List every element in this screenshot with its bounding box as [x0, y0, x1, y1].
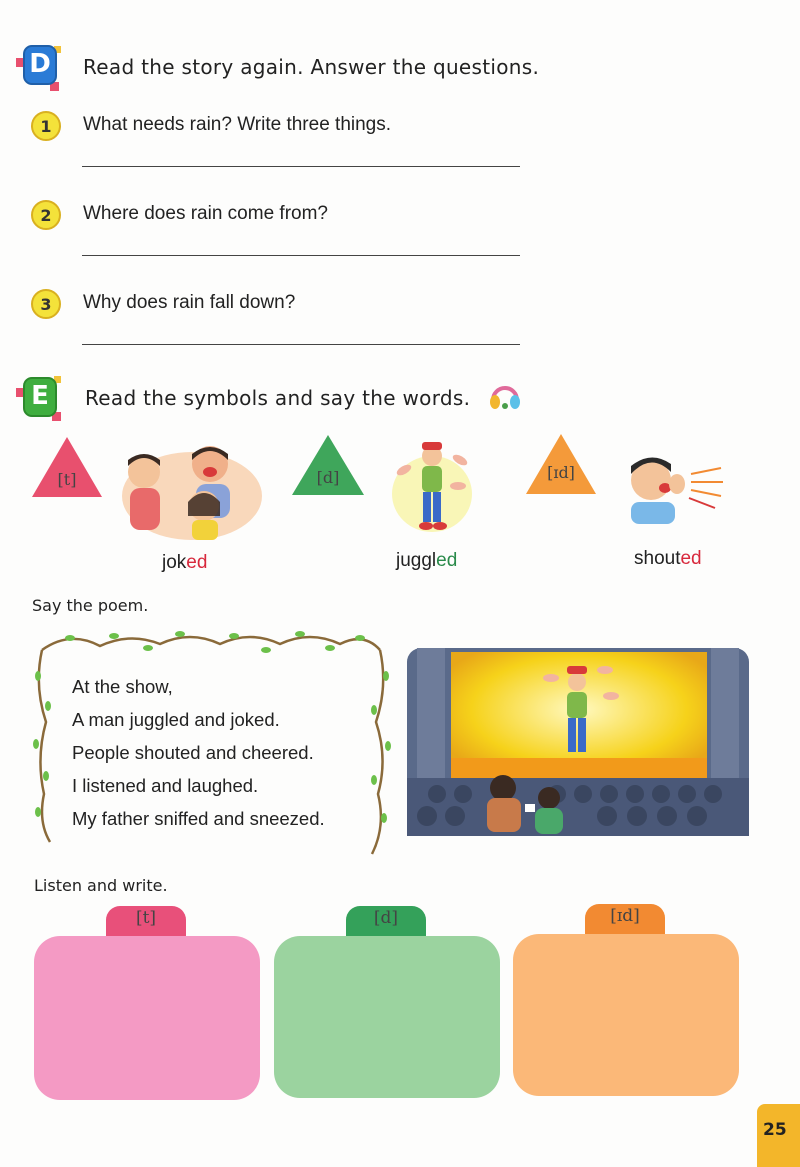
juggler-illustration: [390, 434, 474, 534]
symbol-d-triangle: [290, 433, 366, 497]
section-d-badge: [14, 40, 64, 94]
poem-heading: Say the poem.: [32, 596, 149, 615]
word-juggled-stem: juggl: [396, 550, 437, 571]
question-2-number: 2: [31, 200, 61, 230]
question-3-text: Why does rain fall down?: [83, 292, 296, 313]
word-joked: [162, 552, 207, 574]
question-2-answer-line[interactable]: [82, 255, 520, 256]
poem-line-2: A man juggled and joked.: [72, 709, 280, 730]
word-shouted-ending: ed: [680, 548, 702, 569]
question-2-text: Where does rain come from?: [83, 203, 328, 224]
box-t-tab: [t]: [106, 906, 186, 940]
box-id-tab: [ɪd]: [585, 904, 665, 938]
word-shouted-stem: shout: [634, 548, 681, 569]
section-e-letter: E: [31, 381, 49, 411]
symbol-d-label: [d]: [316, 468, 340, 487]
word-shouted: [634, 548, 702, 570]
poem-line-4: I listened and laughed.: [72, 775, 259, 796]
symbol-id-triangle: [524, 432, 598, 496]
word-juggled-ending: ed: [436, 550, 458, 571]
joking-kids-illustration: [112, 436, 262, 544]
symbol-t-triangle: [30, 435, 104, 499]
page-number-tab: [757, 1104, 800, 1167]
headphones-icon[interactable]: [487, 378, 523, 414]
section-e-title: Read the symbols and say the words.: [85, 386, 471, 410]
symbol-id-label: [ɪd]: [547, 463, 575, 482]
section-d-title: Read the story again. Answer the questions.: [83, 55, 540, 79]
question-3-number: 3: [31, 289, 61, 319]
word-joked-ending: ed: [186, 552, 208, 573]
box-t-writing-area[interactable]: [34, 936, 260, 1100]
question-1-text: What needs rain? Write three things.: [83, 114, 392, 135]
question-3-answer-line[interactable]: [82, 344, 520, 345]
poem-line-3: People shouted and cheered.: [72, 742, 314, 763]
box-d-tab: [d]: [346, 906, 426, 940]
section-d-letter: D: [29, 49, 51, 79]
page-number: 25: [763, 1120, 787, 1140]
listen-write-heading: Listen and write.: [34, 876, 168, 895]
poem-line-1: At the show,: [72, 676, 173, 697]
poem-line-5: My father sniffed and sneezed.: [72, 808, 325, 829]
theatre-show-illustration: [407, 648, 749, 836]
poem-text: [72, 670, 325, 835]
shouting-boy-illustration: [625, 448, 725, 524]
question-1-number: 1: [31, 111, 61, 141]
box-id-writing-area[interactable]: [513, 934, 739, 1096]
word-juggled: [396, 550, 457, 572]
symbol-t-label: [t]: [57, 470, 77, 489]
box-d-writing-area[interactable]: [274, 936, 500, 1098]
section-e-badge: [14, 372, 64, 426]
question-1-answer-line[interactable]: [82, 166, 520, 167]
word-joked-stem: jok: [162, 552, 187, 573]
